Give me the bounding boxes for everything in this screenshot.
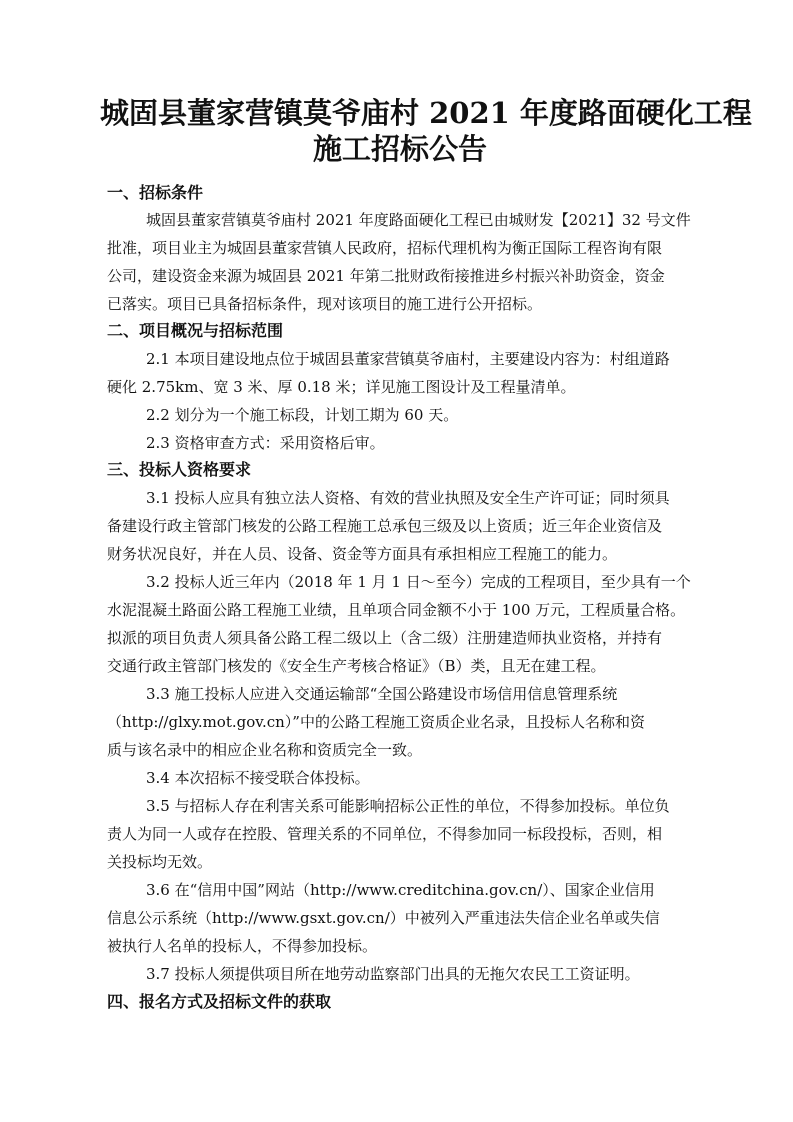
- paragraph-line: 3.6 在“信用中国”网站（http://www.creditchina.gov.cn/）、国家企业信用: [146, 881, 655, 899]
- paragraph-line: 水泥混凝土路面公路工程施工业绩，且单项合同金额不小于 100 万元，工程质量合格。: [107, 601, 686, 619]
- document-title-line-2: 施工招标公告: [312, 132, 487, 166]
- section-heading-3: 三、投标人资格要求: [107, 460, 252, 479]
- paragraph-line: 2.1 本项目建设地点位于城固县董家营镇莫爷庙村，主要建设内容为：村组道路: [146, 350, 670, 368]
- paragraph-line: 城固县董家营镇莫爷庙村 2021 年度路面硬化工程已由城财发【2021】32 号文件: [146, 211, 691, 229]
- paragraph-line: 拟派的项目负责人须具备公路工程二级以上（含二级）注册建造师执业资格，并持有: [107, 629, 663, 647]
- section-heading-2: 二、项目概况与招标范围: [107, 321, 284, 340]
- section-heading-4: 四、报名方式及招标文件的获取: [107, 992, 332, 1011]
- paragraph-line: 公司，建设资金来源为城固县 2021 年第二批财政衔接推进乡村振兴补助资金，资金: [107, 267, 665, 285]
- paragraph-line: 质与该名录中的相应企业名称和资质完全一致。: [107, 741, 423, 759]
- paragraph-line: 3.2 投标人近三年内（2018 年 1 月 1 日～至今）完成的工程项目，至少具有一个: [146, 573, 691, 591]
- paragraph-line: 被执行人名单的投标人，不得参加投标。: [107, 937, 378, 955]
- paragraph-line: 备建设行政主管部门核发的公路工程施工总承包三级及以上资质；近三年企业资信及: [107, 517, 663, 535]
- paragraph-line: 责人为同一人或存在控股、管理关系的不同单位，不得参加同一标段投标，否则，相: [107, 825, 663, 843]
- paragraph-line: 3.5 与招标人存在利害关系可能影响招标公正性的单位，不得参加投标。单位负: [146, 797, 670, 815]
- paragraph-line: 硬化 2.75km、宽 3 米、厚 0.18 米；详见施工图设计及工程量清单。: [107, 378, 576, 396]
- paragraph-line: 2.2 划分为一个施工标段，计划工期为 60 天。: [146, 406, 459, 424]
- paragraph-line: 财务状况良好，并在人员、设备、资金等方面具有承担相应工程施工的能力。: [107, 545, 618, 563]
- paragraph-line: 关投标均无效。: [107, 853, 213, 871]
- paragraph-line: 3.4 本次招标不接受联合体投标。: [146, 769, 370, 787]
- document-title-line-1: 城固县董家营镇莫爷庙村 2021 年度路面硬化工程: [100, 96, 752, 130]
- paragraph-line: 交通行政主管部门核发的《安全生产考核合格证》（B）类，且无在建工程。: [107, 657, 606, 675]
- paragraph-line: （http://glxy.mot.gov.cn）”中的公路工程施工资质企业名录，且投标人名称和资: [107, 713, 645, 731]
- section-heading-1: 一、招标条件: [107, 183, 204, 202]
- paragraph-line: 3.7 投标人须提供项目所在地劳动监察部门出具的无拖欠农民工工资证明。: [146, 965, 640, 983]
- paragraph-line: 批准，项目业主为城固县董家营镇人民政府，招标代理机构为衡正国际工程咨询有限: [107, 239, 663, 257]
- paragraph-line: 2.3 资格审查方式：采用资格后审。: [146, 434, 385, 452]
- paragraph-line: 已落实。项目已具备招标条件，现对该项目的施工进行公开招标。: [107, 295, 543, 313]
- paragraph-line: 3.3 施工投标人应进入交通运输部“全国公路建设市场信用信息管理系统: [146, 685, 618, 703]
- paragraph-line: 3.1 投标人应具有独立法人资格、有效的营业执照及安全生产许可证；同时须具: [146, 489, 670, 507]
- paragraph-line: 信息公示系统（http://www.gsxt.gov.cn/）中被列入严重违法失信企业名单或失信: [107, 909, 660, 927]
